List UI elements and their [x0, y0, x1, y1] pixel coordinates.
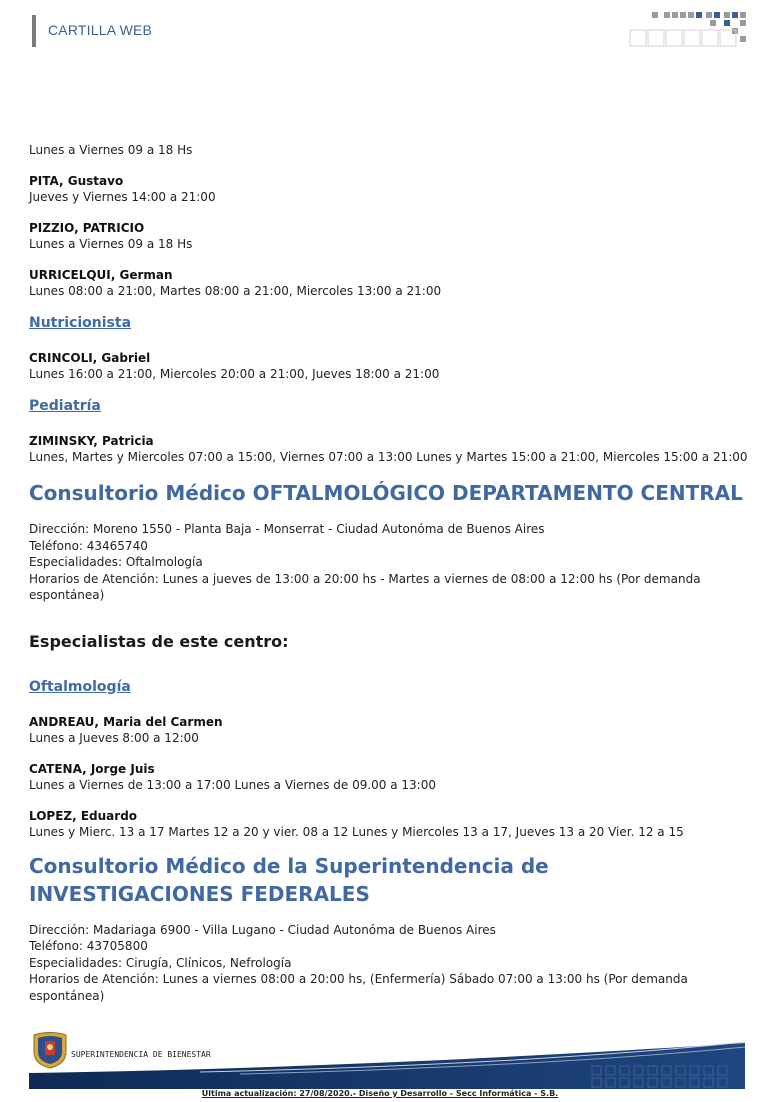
specialty-link-nutricionista[interactable]: Nutricionista — [29, 315, 132, 331]
specialty-link-oftalmologia[interactable]: Oftalmología — [29, 678, 131, 695]
list-item — [29, 714, 749, 746]
list-item — [29, 433, 749, 465]
list-item — [29, 761, 749, 793]
footer-last-updated: Última actualización: 27/08/2020.- Diseño y Desarrollo - Secc Informática - S.B. — [201, 1089, 559, 1098]
decorative-squares — [628, 12, 746, 48]
list-item — [29, 173, 749, 205]
center-hours: Horarios de Atención: Lunes a jueves de 13:00 a 20:00 hs - Martes a viernes de 08:00 a 12:00 hs (Por demanda espontánea) — [29, 571, 701, 602]
doctor-name: CATENA, Jorge Juis — [29, 761, 155, 776]
center-title: Consultorio Médico de la Superintendencia de INVESTIGACIONES FEDERALES — [29, 853, 549, 906]
center-phone: Teléfono: 43705800 — [29, 939, 148, 953]
footer-banner — [0, 1025, 760, 1089]
center-title: Consultorio Médico OFTALMOLÓGICO DEPARTAMENTO CENTRAL — [29, 481, 743, 505]
doctor-hours: Lunes 16:00 a 21:00, Miercoles 20:00 a 21:00, Jueves 18:00 a 21:00 — [29, 367, 440, 381]
center-info — [29, 922, 749, 1005]
main-content — [29, 142, 749, 1032]
footer-org-name: SUPERINTENDENCIA DE BIENESTAR — [71, 1050, 211, 1059]
shield-logo-icon — [34, 1033, 66, 1069]
center-address: Dirección: Moreno 1550 - Planta Baja - Monserrat - Ciudad Autonóma de Buenos Aires — [29, 522, 545, 536]
doctor-hours: Lunes, Martes y Miercoles 07:00 a 15:00, Viernes 07:00 a 13:00 Lunes y Martes 15:00 a 21:00, Miercoles 15:00 a 21:00 — [29, 450, 748, 464]
center-info — [29, 521, 749, 604]
doctor-hours: Lunes a Viernes 09 a 18 Hs — [29, 237, 193, 251]
doctor-name: ANDREAU, Maria del Carmen — [29, 714, 223, 729]
doctor-name: PITA, Gustavo — [29, 174, 124, 188]
doctor-name: PIZZIO, PATRICIO — [29, 221, 145, 235]
doctor-name: LOPEZ, Eduardo — [29, 808, 138, 823]
doctor-name: CRINCOLI, Gabriel — [29, 351, 151, 365]
header-bar — [32, 15, 36, 47]
doctor-name: URRICELQUI, German — [29, 268, 173, 282]
doctor-hours: Lunes a Jueves 8:00 a 12:00 — [29, 730, 199, 745]
center-address: Dirección: Madariaga 6900 - Villa Lugano - Ciudad Autonóma de Buenos Aires — [29, 922, 496, 937]
page-header — [0, 0, 760, 60]
doctor-hours: Lunes a Viernes de 13:00 a 17:00 Lunes a Viernes de 09.00 a 13:00 — [29, 777, 436, 792]
doctor-hours: Lunes y Mierc. 13 a 17 Martes 12 a 20 y vier. 08 a 12 Lunes y Miercoles 13 a 17, Jueves 13 a 20 Vier. 12 a 15 — [29, 824, 684, 839]
doctor-hours: Lunes a Viernes 09 a 18 Hs — [29, 143, 193, 157]
doctor-hours: Lunes 08:00 a 21:00, Martes 08:00 a 21:00, Miercoles 13:00 a 21:00 — [29, 284, 442, 298]
list-item — [29, 808, 749, 840]
center-specialties: Especialidades: Oftalmología — [29, 555, 203, 569]
specialists-heading: Especialistas de este centro: — [29, 631, 289, 651]
center-phone: Teléfono: 43465740 — [29, 538, 148, 553]
center-hours: Horarios de Atención: Lunes a viernes 08:00 a 20:00 hs, (Enfermería) Sábado 07:00 a 13:00 hs (Por demanda espontánea) — [29, 972, 688, 1003]
page-title: CARTILLA WEB — [48, 22, 153, 38]
list-item — [29, 350, 749, 382]
list-item — [29, 267, 749, 299]
doctor-hours: Jueves y Viernes 14:00 a 21:00 — [29, 190, 216, 204]
center-specialties: Especialidades: Cirugía, Clínicos, Nefrología — [29, 955, 292, 970]
list-item — [29, 220, 749, 252]
doctor-name: ZIMINSKY, Patricia — [29, 434, 154, 448]
specialty-link-pediatria[interactable]: Pediatría — [29, 398, 101, 414]
list-item — [29, 142, 749, 158]
